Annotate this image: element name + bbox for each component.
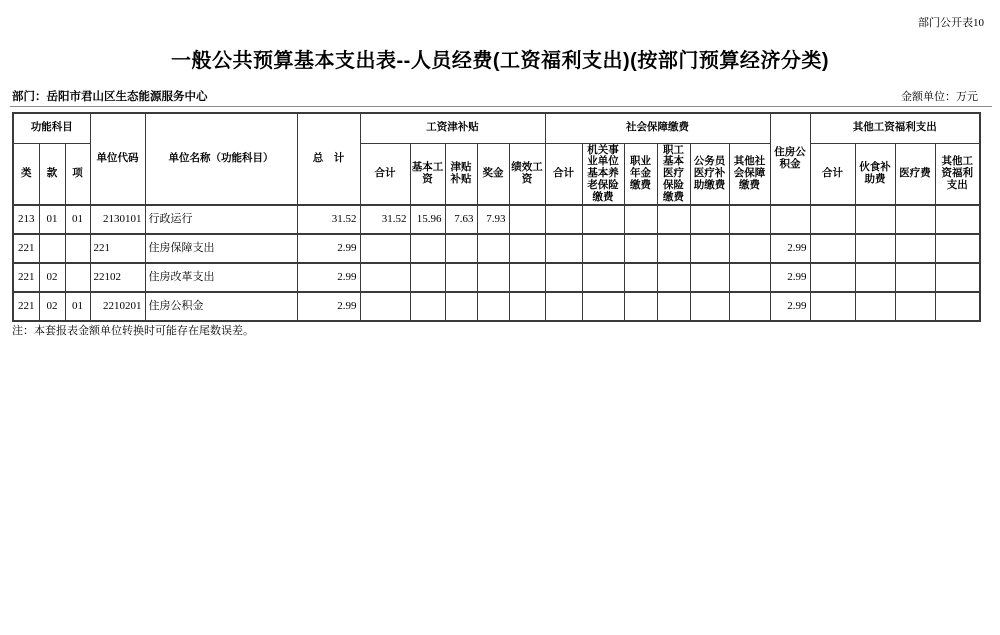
header-perf-salary: 绩效工资	[509, 143, 545, 205]
cell-other-welfare	[935, 234, 980, 263]
cell-civil-servant-med	[690, 234, 729, 263]
cell-perf-salary	[509, 234, 545, 263]
cell-lei: 221	[13, 263, 39, 292]
cell-medical-fee	[895, 205, 935, 234]
cell-medical-fee	[895, 263, 935, 292]
cell-bonus	[477, 292, 509, 321]
cell-salary-total	[360, 292, 410, 321]
cell-ss-total	[545, 263, 582, 292]
cell-allowance: 7.63	[445, 205, 477, 234]
header-pension: 机关事业单位基本养老保险缴费	[582, 143, 624, 205]
cell-medical-ins	[657, 205, 690, 234]
header-lei: 类	[13, 143, 39, 205]
cell-housing-fund: 2.99	[770, 292, 810, 321]
cell-xiang: 01	[65, 205, 90, 234]
table-row	[13, 292, 980, 321]
cell-allowance	[445, 263, 477, 292]
cell-grand-total: 2.99	[297, 234, 360, 263]
cell-annuity	[624, 292, 657, 321]
header-food-subsidy: 伙食补助费	[855, 143, 895, 205]
header-salary-total: 合计	[360, 143, 410, 205]
cell-pension	[582, 234, 624, 263]
cell-other-ss	[729, 292, 770, 321]
header-unit-name: 单位名称（功能科目）	[145, 113, 297, 205]
table-body	[13, 205, 980, 321]
cell-medical-ins	[657, 292, 690, 321]
cell-medical-ins	[657, 234, 690, 263]
cell-unit-code: 2210201	[90, 292, 145, 321]
cell-medical-ins	[657, 263, 690, 292]
cell-housing-fund: 2.99	[770, 234, 810, 263]
horizontal-rule	[10, 106, 992, 107]
header-allowance: 津贴补贴	[445, 143, 477, 205]
cell-other-welfare	[935, 263, 980, 292]
header-grand-total: 总 计	[297, 113, 360, 205]
cell-salary-total: 31.52	[360, 205, 410, 234]
cell-grand-total: 2.99	[297, 263, 360, 292]
cell-basic-salary	[410, 292, 445, 321]
cell-civil-servant-med	[690, 263, 729, 292]
cell-kuan: 01	[39, 205, 65, 234]
header-medical-ins: 职工基本医疗保险缴费	[657, 143, 690, 205]
table-row	[13, 234, 980, 263]
cell-other-total	[810, 263, 855, 292]
header-ss-total: 合计	[545, 143, 582, 205]
cell-annuity	[624, 234, 657, 263]
cell-other-total	[810, 205, 855, 234]
cell-bonus	[477, 234, 509, 263]
cell-medical-fee	[895, 234, 935, 263]
cell-ss-total	[545, 292, 582, 321]
cell-kuan: 02	[39, 292, 65, 321]
cell-annuity	[624, 263, 657, 292]
cell-housing-fund	[770, 205, 810, 234]
cell-unit-name: 行政运行	[145, 205, 297, 234]
cell-salary-total	[360, 263, 410, 292]
cell-bonus: 7.93	[477, 205, 509, 234]
cell-kuan	[39, 234, 65, 263]
header-annuity: 职业年金缴费	[624, 143, 657, 205]
cell-lei: 213	[13, 205, 39, 234]
cell-kuan: 02	[39, 263, 65, 292]
page-title: 一般公共预算基本支出表--人员经费(工资福利支出)(按部门预算经济分类)	[171, 50, 829, 72]
form-number-label: 部门公开表10	[918, 17, 984, 29]
cell-food-subsidy	[855, 234, 895, 263]
cell-unit-code: 2130101	[90, 205, 145, 234]
table-header	[13, 113, 980, 205]
cell-allowance	[445, 234, 477, 263]
header-other-ss: 其他社会保障缴费	[729, 143, 770, 205]
header-func-subject: 功能科目	[13, 113, 90, 143]
cell-grand-total: 31.52	[297, 205, 360, 234]
cell-xiang	[65, 234, 90, 263]
cell-food-subsidy	[855, 205, 895, 234]
cell-food-subsidy	[855, 263, 895, 292]
department-label: 部门：岳阳市君山区生态能源服务中心	[12, 91, 208, 103]
cell-other-total	[810, 292, 855, 321]
cell-other-ss	[729, 234, 770, 263]
header-row-1	[13, 113, 980, 143]
footnote: 注：本套报表金额单位转换时可能存在尾数误差。	[12, 325, 254, 337]
table-row	[13, 263, 980, 292]
cell-basic-salary	[410, 234, 445, 263]
cell-pension	[582, 205, 624, 234]
header-social-security-group: 社会保障缴费	[545, 113, 770, 143]
cell-unit-code: 221	[90, 234, 145, 263]
cell-basic-salary	[410, 263, 445, 292]
cell-perf-salary	[509, 263, 545, 292]
cell-unit-name: 住房公积金	[145, 292, 297, 321]
cell-unit-name: 住房保障支出	[145, 234, 297, 263]
cell-housing-fund: 2.99	[770, 263, 810, 292]
header-bonus: 奖金	[477, 143, 509, 205]
header-unit-code: 单位代码	[90, 113, 145, 205]
cell-annuity	[624, 205, 657, 234]
cell-basic-salary: 15.96	[410, 205, 445, 234]
cell-other-total	[810, 234, 855, 263]
amount-unit-label: 金额单位：万元	[901, 91, 978, 103]
header-medical-fee: 医疗费	[895, 143, 935, 205]
cell-other-welfare	[935, 205, 980, 234]
cell-ss-total	[545, 205, 582, 234]
cell-food-subsidy	[855, 292, 895, 321]
cell-medical-fee	[895, 292, 935, 321]
cell-unit-name: 住房改革支出	[145, 263, 297, 292]
budget-table	[12, 112, 981, 322]
cell-unit-code: 22102	[90, 263, 145, 292]
header-housing-fund: 住房公积金	[770, 113, 810, 205]
cell-lei: 221	[13, 292, 39, 321]
meta-row	[12, 88, 978, 104]
cell-ss-total	[545, 234, 582, 263]
cell-civil-servant-med	[690, 292, 729, 321]
header-other-total: 合计	[810, 143, 855, 205]
cell-lei: 221	[13, 234, 39, 263]
cell-perf-salary	[509, 292, 545, 321]
cell-salary-total	[360, 234, 410, 263]
cell-xiang	[65, 263, 90, 292]
cell-pension	[582, 292, 624, 321]
header-kuan: 款	[39, 143, 65, 205]
cell-perf-salary	[509, 205, 545, 234]
cell-other-welfare	[935, 292, 980, 321]
cell-other-ss	[729, 205, 770, 234]
header-civil-servant-med: 公务员医疗补助缴费	[690, 143, 729, 205]
header-other-welfare-group: 其他工资福利支出	[810, 113, 980, 143]
cell-other-ss	[729, 263, 770, 292]
cell-bonus	[477, 263, 509, 292]
cell-pension	[582, 263, 624, 292]
header-salary-group: 工资津补贴	[360, 113, 545, 143]
cell-xiang: 01	[65, 292, 90, 321]
header-xiang: 项	[65, 143, 90, 205]
table-row	[13, 205, 980, 234]
header-other-welfare: 其他工资福利支出	[935, 143, 980, 205]
header-basic-salary: 基本工资	[410, 143, 445, 205]
cell-civil-servant-med	[690, 205, 729, 234]
cell-allowance	[445, 292, 477, 321]
cell-grand-total: 2.99	[297, 292, 360, 321]
